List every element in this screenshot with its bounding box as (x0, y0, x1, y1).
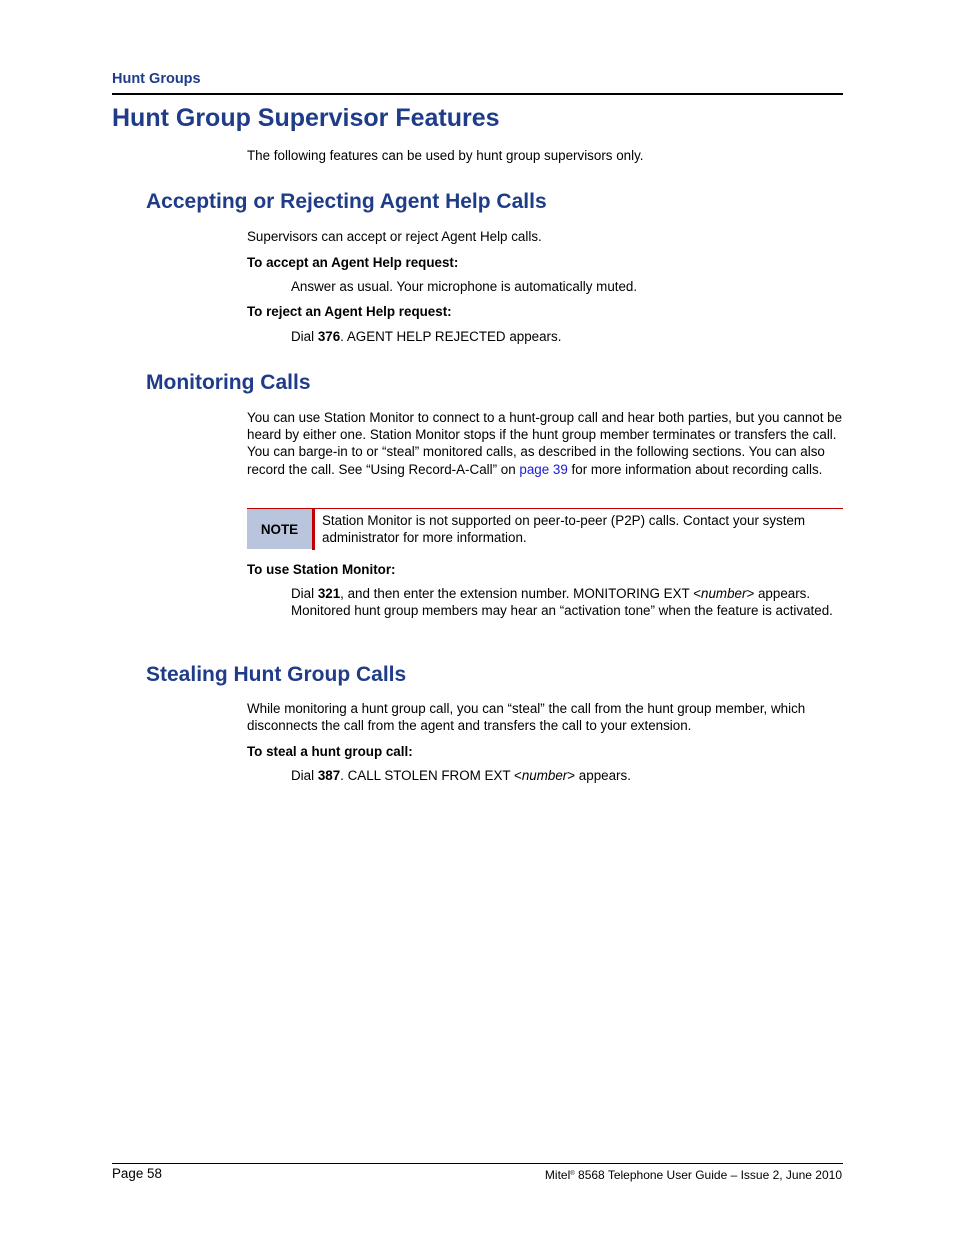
footer-brand: Mitel (544, 1168, 571, 1182)
monitor-dial-code: 321 (317, 586, 341, 601)
page-number: Page 58 (112, 1166, 162, 1181)
steal-dial-word: Dial (291, 768, 315, 783)
monitor-step-variable: number (701, 586, 747, 601)
footer-rule (112, 1163, 843, 1164)
station-monitor-step-text (291, 585, 843, 619)
monitoring-body-text: You can use Station Monitor to connect to a hunt-group call and hear both parties, but you cannot be heard by either one. Station Monitor stops if the hunt group member terminates or transfers the call. You can barge-in to or “steal” monitored calls, as described in the following sections. You can also record the call. See “Using Record-A-Call” on (247, 410, 843, 477)
agent-help-body: Supervisors can accept or reject Agent Help calls. (247, 229, 542, 244)
page-title: Hunt Group Supervisor Features (112, 104, 500, 132)
steal-step-mid: . CALL STOLEN FROM EXT < (340, 768, 522, 783)
footer-doc-title (545, 1168, 842, 1182)
note-text: Station Monitor is not supported on peer-to-peer (P2P) calls. Contact your system administrator for more information. (322, 513, 806, 546)
note-top-rule (247, 508, 843, 509)
steal-step-text (291, 767, 843, 784)
page-39-link[interactable]: page 39 (519, 461, 568, 477)
reject-step-text (291, 328, 843, 345)
header-rule (112, 93, 843, 95)
monitor-step-rest: > appears. Monitored hunt group members may hear an “activation tone” when the feature is activated. (291, 586, 833, 619)
footer-title-text: 8568 Telephone User Guide – Issue 2, June 2010 (578, 1168, 842, 1182)
monitor-dial-word: Dial (291, 586, 315, 601)
reject-step-rest: . AGENT HELP REJECTED appears. (340, 329, 562, 344)
steal-step-label: To steal a hunt group call: (247, 744, 413, 759)
monitoring-body-tail: for more information about recording calls. (571, 461, 823, 477)
section-heading-monitoring: Monitoring Calls (146, 371, 311, 394)
accept-step-label: To accept an Agent Help request: (247, 255, 459, 270)
monitor-step-mid: , and then enter the extension number. MONITORING EXT < (340, 586, 702, 601)
section-heading-agent-help: Accepting or Rejecting Agent Help Calls (146, 190, 547, 213)
section-heading-stealing: Stealing Hunt Group Calls (146, 663, 407, 686)
note-label: NOTE (247, 509, 312, 549)
intro-text: The following features can be used by hunt group supervisors only. (247, 148, 644, 163)
running-head: Hunt Groups (112, 71, 201, 87)
reject-dial-code: 376 (317, 329, 341, 344)
monitoring-body (247, 409, 843, 478)
steal-step-rest: > appears. (567, 768, 631, 783)
reject-step-label: To reject an Agent Help request: (247, 304, 452, 319)
accept-step-text: Answer as usual. Your microphone is automatically muted. (291, 279, 638, 294)
note-divider (312, 509, 315, 550)
station-monitor-step-label: To use Station Monitor: (247, 562, 396, 577)
steal-step-variable: number (521, 768, 568, 783)
stealing-body: While monitoring a hunt group call, you can “steal” the call from the hunt group member, which disconnects the call from the agent and transfers the call to your extension. (247, 701, 806, 734)
registered-mark: ® (570, 1171, 575, 1177)
reject-dial-word: Dial (291, 329, 315, 344)
steal-dial-code: 387 (317, 768, 341, 783)
